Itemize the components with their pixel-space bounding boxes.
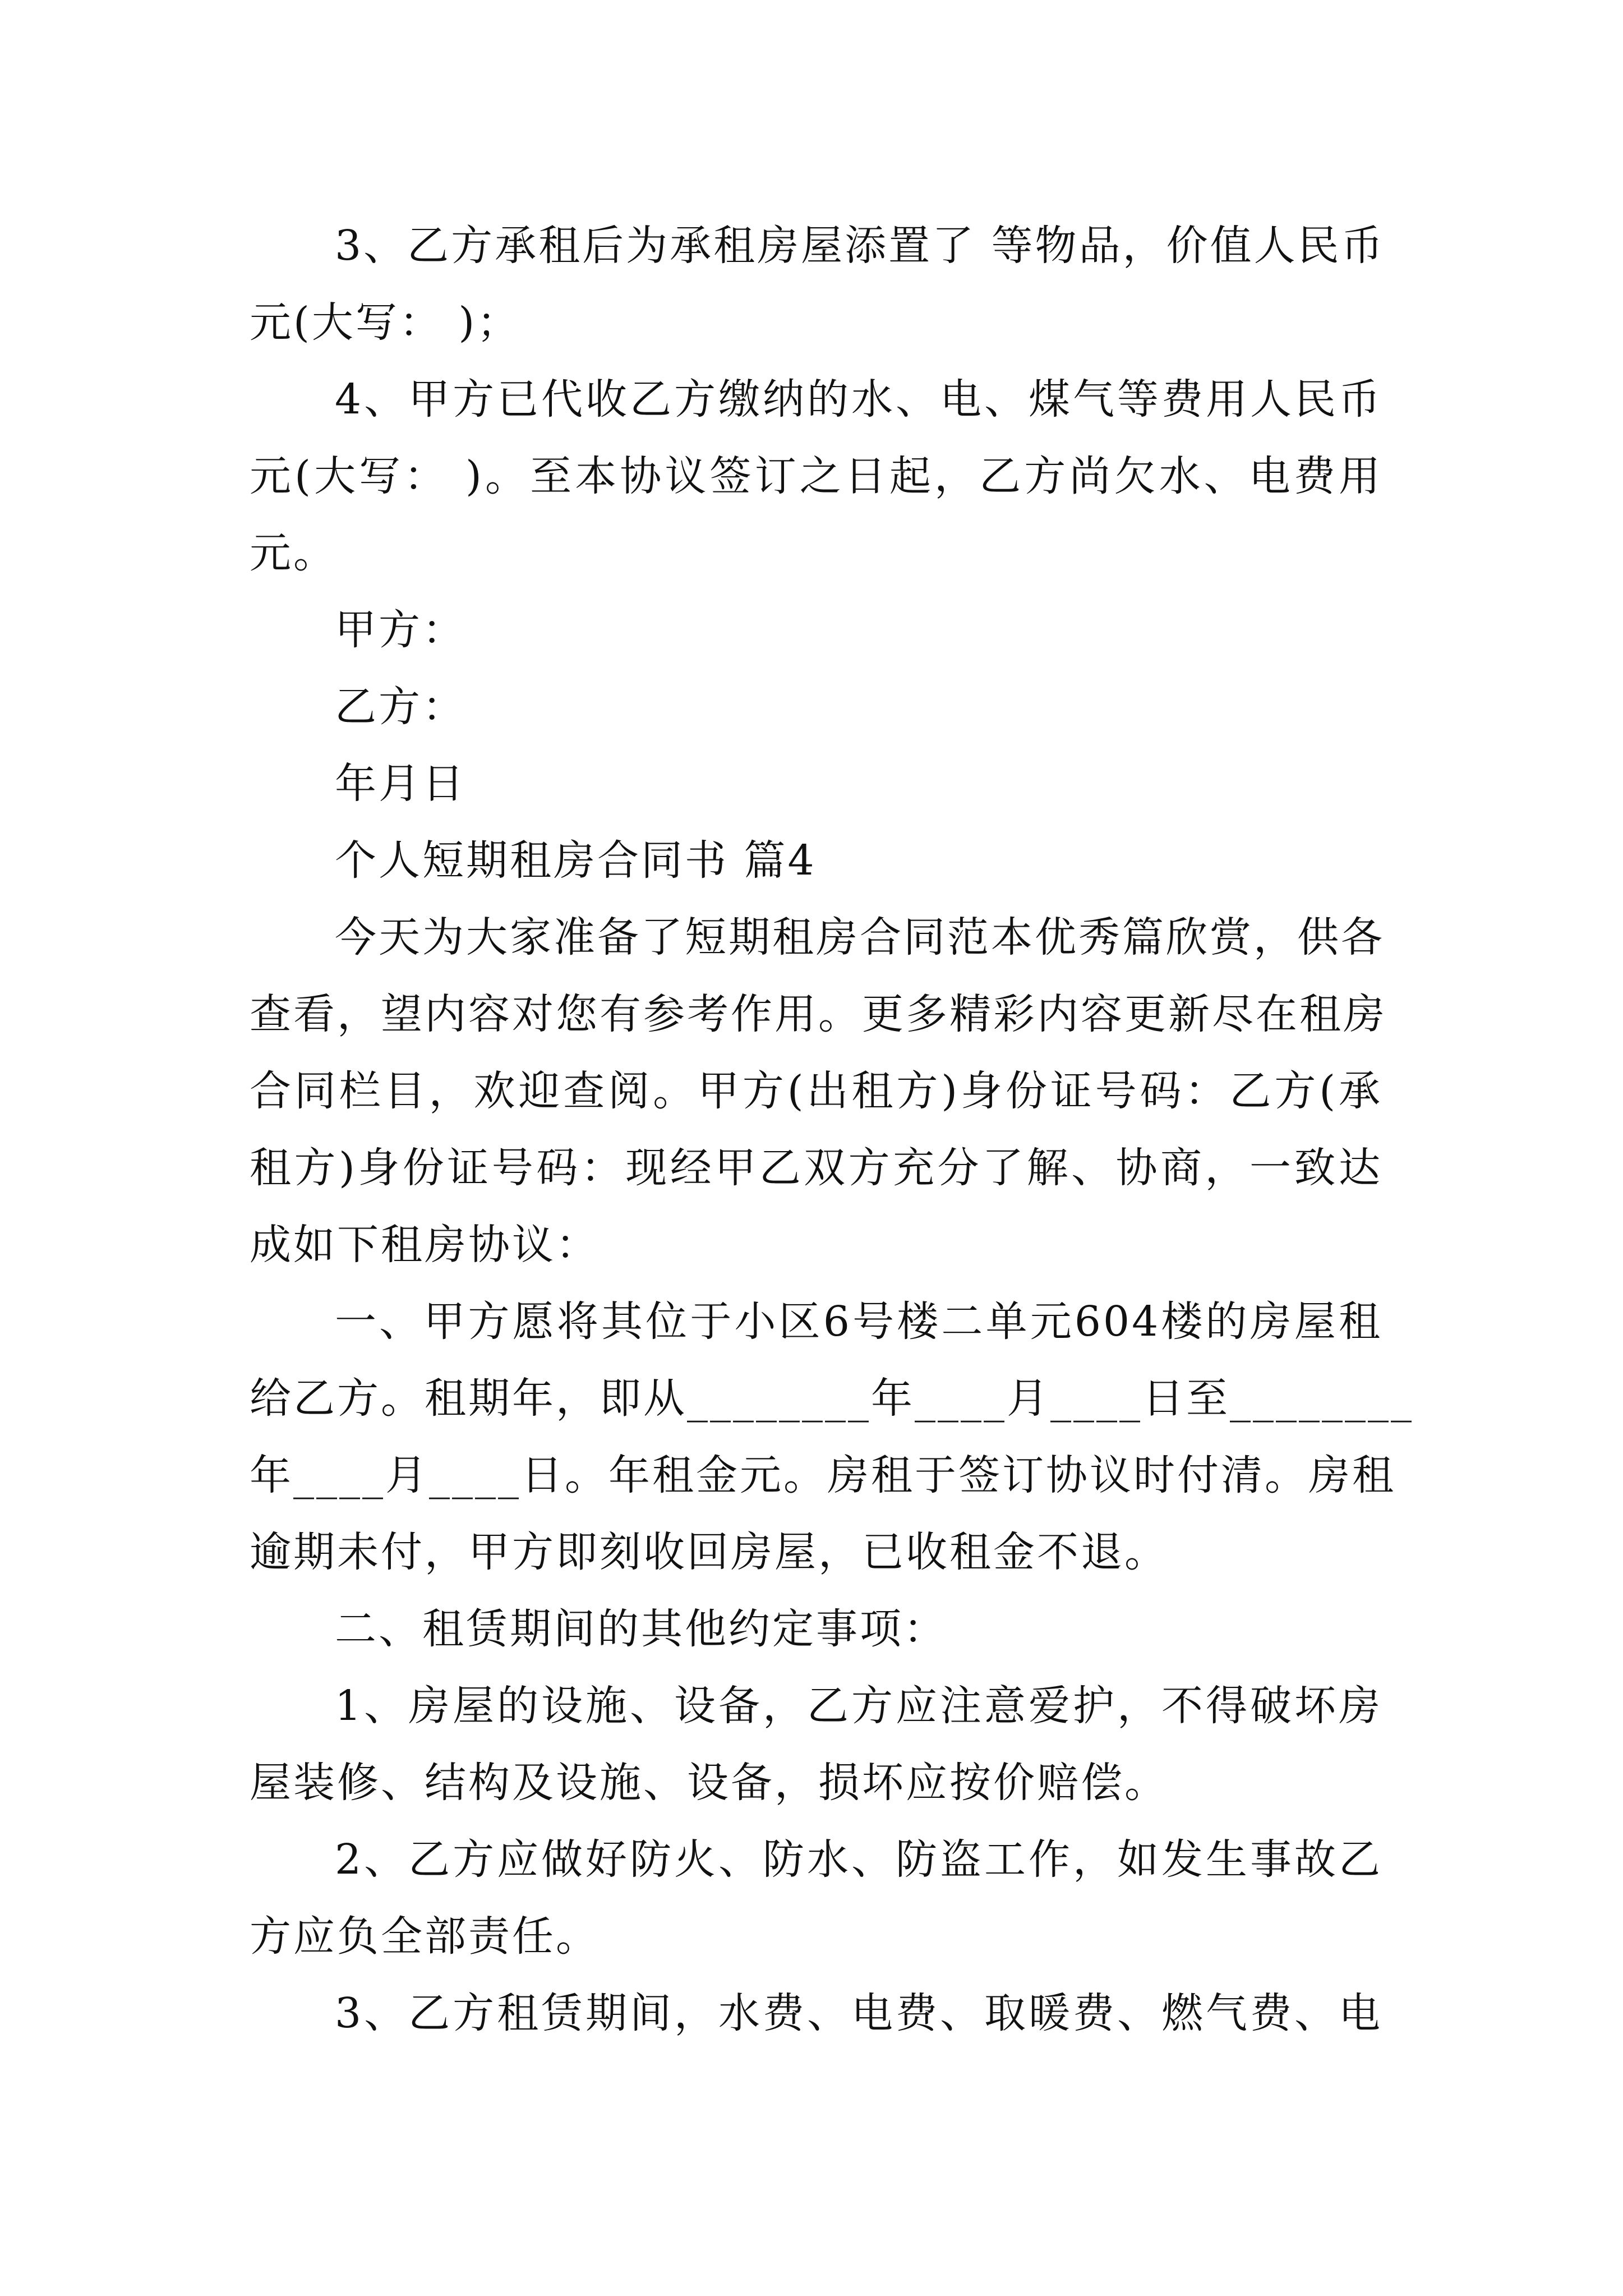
paragraph-line: 4、甲方已代收乙方缴纳的水、电、煤气等费用人民币	[335, 375, 1382, 424]
signature-date: 年月日	[335, 760, 466, 808]
paragraph-line: 查看，望内容对您有参考作用。更多精彩内容更新尽在租房	[250, 990, 1387, 1038]
paragraph-line: 屋装修、结构及设施、设备，损坏应按价赔偿。	[250, 1759, 1168, 1807]
paragraph-line: 元。	[250, 529, 337, 577]
paragraph-line: 成如下租房协议：	[250, 1221, 600, 1269]
section-title: 个人短期租房合同书 篇4	[335, 836, 817, 885]
paragraph-line: 2、乙方应做好防火、防水、防盗工作，如发生事故乙	[335, 1835, 1382, 1884]
paragraph-line: 租方)身份证号码：现经甲乙双方充分了解、协商，一致达	[250, 1144, 1382, 1192]
paragraph-line: 二、租赁期间的其他约定事项：	[335, 1605, 947, 1653]
paragraph-line: 元(大写： )。至本协议签订之日起，乙方尚欠水、电费用	[250, 452, 1382, 500]
paragraph-line: 方应负全部责任。	[250, 1912, 600, 1961]
paragraph-line: 3、乙方承租后为承租房屋添置了 等物品，价值人民币	[335, 222, 1385, 270]
paragraph-line: 逾期未付，甲方即刻收回房屋，已收租金不退。	[250, 1528, 1168, 1576]
paragraph-line: 合同栏目，欢迎查阅。甲方(出租方)身份证号码：乙方(承	[250, 1067, 1382, 1115]
paragraph-line: 年____月____日。年租金元。房租于签订协议时付清。房租	[250, 1451, 1396, 1499]
signature-party-a: 甲方：	[335, 606, 466, 654]
paragraph-line: 1、房屋的设施、设备，乙方应注意爱护，不得破坏房	[335, 1682, 1382, 1730]
paragraph-line: 一、甲方愿将其位于小区6号楼二单元604楼的房屋租	[335, 1297, 1382, 1346]
paragraph-line: 给乙方。租期年，即从________年____月____日至________	[250, 1374, 1414, 1423]
paragraph-line: 今天为大家准备了短期租房合同范本优秀篇欣赏，供各	[335, 913, 1385, 961]
paragraph-line: 元(大写： )；	[250, 298, 521, 347]
paragraph-line: 3、乙方租赁期间，水费、电费、取暖费、燃气费、电	[335, 1989, 1382, 2037]
signature-party-b: 乙方：	[335, 683, 466, 731]
document-page	[250, 208, 1414, 2052]
